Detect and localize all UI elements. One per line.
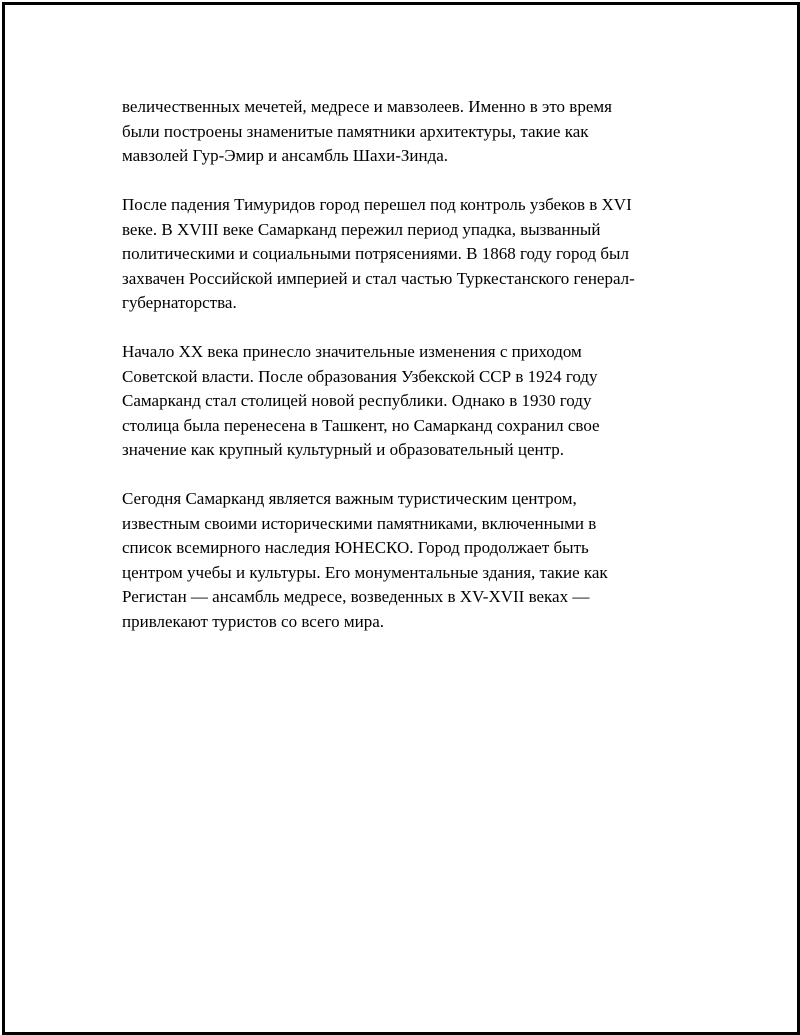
text-line: значение как крупный культурный и образовательный центр.	[122, 440, 565, 459]
text-line: Самарканд стал столицей новой республики. Однако в 1930 году	[122, 391, 592, 410]
text-line: Начало XX века принесло значительные изменения с приходом	[122, 342, 582, 361]
text-line: величественных мечетей, медресе и мавзолеев. Именно в это время	[122, 97, 612, 116]
text-line: столица была перенесена в Ташкент, но Самарканд сохранил свое	[122, 415, 600, 435]
page-frame	[2, 2, 800, 1035]
paragraph-2	[122, 193, 692, 316]
paragraph-3	[122, 340, 692, 463]
text-line: веке. В XVIII веке Самарканд пережил период упадка, вызванный	[122, 219, 601, 239]
text-line: После падения Тимуридов город перешел под контроль узбеков в XVI	[122, 195, 632, 214]
paragraph-1	[122, 95, 692, 169]
text-line: Регистан — ансамбль медресе, возведенных в XV-XVII веках —	[122, 587, 590, 606]
text-line: мавзолей Гур-Эмир и ансамбль Шахи-Зинда.	[122, 146, 449, 165]
text-line: Сегодня Самарканд является важным туристическим центром,	[122, 489, 577, 508]
text-line: центром учебы и культуры. Его монументальные здания, такие как	[122, 562, 608, 582]
text-line: были построены знаменитые памятники архитектуры, такие как	[122, 121, 589, 141]
text-line: захвачен Российской империей и стал частью Туркестанского генерал-	[122, 268, 635, 288]
text-line: Советской власти. После образования Узбекской ССР в 1924 году	[122, 366, 598, 386]
text-line: список всемирного наследия ЮНЕСКО. Город продолжает быть	[122, 538, 589, 557]
document-body	[122, 95, 692, 659]
text-line: политическими и социальными потрясениями. В 1868 году город был	[122, 244, 629, 263]
text-line: привлекают туристов со всего мира.	[122, 611, 385, 631]
paragraph-4	[122, 487, 692, 634]
text-line: известным своими историческими памятниками, включенными в	[122, 513, 597, 533]
text-line: губернаторства.	[122, 293, 237, 312]
